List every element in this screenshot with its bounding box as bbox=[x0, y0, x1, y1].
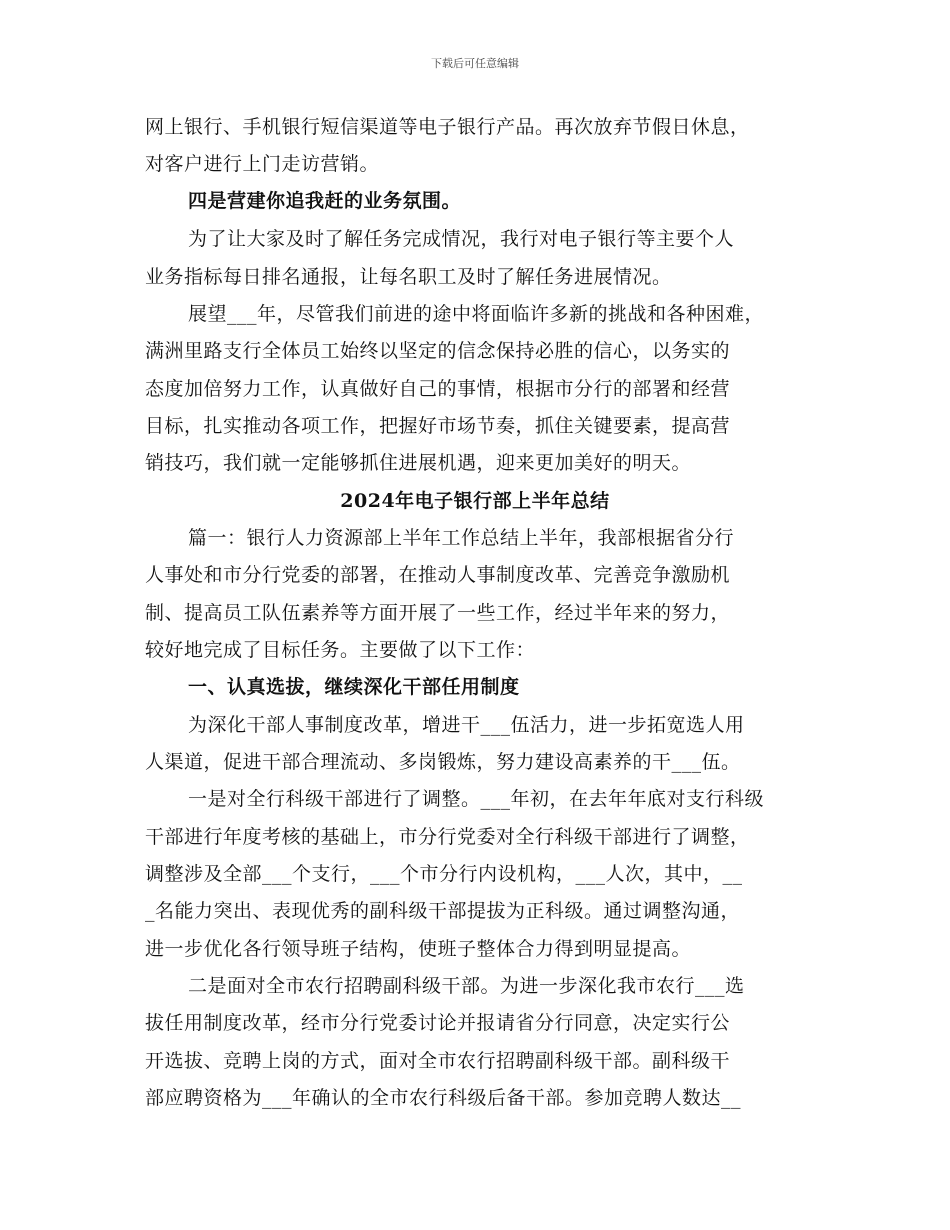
paragraph-line: 目标，扎实推动各项工作，把握好市场节奏，抓住关键要素，提高营 bbox=[145, 415, 731, 437]
document-title: 2024年电子银行部上半年总结 bbox=[340, 490, 610, 512]
paragraph-line: 制、提高员工队伍素养等方面开展了一些工作，经过半年来的努力， bbox=[145, 602, 731, 624]
paragraph-line: 干部进行年度考核的基础上，市分行党委对全行科级干部进行了调整， bbox=[145, 826, 750, 848]
paragraph-line: 篇一：银行人力资源部上半年工作总结上半年，我部根据省分行 bbox=[188, 527, 735, 549]
section-heading: 四是营建你追我赶的业务氛围。 bbox=[188, 190, 462, 212]
paragraph-line: 展望___年，尽管我们前进的途中将面临许多新的挑战和各种困难， bbox=[188, 303, 765, 325]
paragraph-line: 部应聘资格为___年确认的全市农行科级后备干部。参加竞聘人数达__ bbox=[145, 1087, 742, 1109]
paragraph-line: 开选拔、竞聘上岗的方式，面对全市农行招聘副科级干部。副科级干 bbox=[145, 1050, 731, 1072]
paragraph-line: 为了让大家及时了解任务完成情况，我行对电子银行等主要个人 bbox=[188, 228, 735, 250]
paragraph-line: 较好地完成了目标任务。主要做了以下工作： bbox=[145, 639, 536, 661]
paragraph-line: 网上银行、手机银行短信渠道等电子银行产品。再次放弃节假日休息， bbox=[145, 116, 750, 138]
paragraph-line: 一是对全行科级干部进行了调整。___年初，在去年年底对支行科级 bbox=[188, 788, 765, 810]
paragraph-line: 人事处和市分行党委的部署，在推动人事制度改革、完善竞争激励机 bbox=[145, 564, 731, 586]
paragraph-line: 二是面对全市农行招聘副科级干部。为进一步深化我市农行___选 bbox=[188, 975, 745, 997]
section-heading: 一、认真选拔，继续深化干部任用制度 bbox=[188, 676, 520, 698]
paragraph-line: 调整涉及全部___个支行，___个市分行内设机构，___人次，其中，__ bbox=[145, 863, 743, 885]
paragraph-line: 对客户进行上门走访营销。 bbox=[145, 153, 380, 175]
paragraph-line: 态度加倍努力工作，认真做好自己的事情，根据市分行的部署和经营 bbox=[145, 378, 731, 400]
paragraph-line: 满洲里路支行全体员工始终以坚定的信念保持必胜的信心，以务实的 bbox=[145, 340, 731, 362]
paragraph-line: 业务指标每日排名通报，让每名职工及时了解任务进展情况。 bbox=[145, 266, 672, 288]
paragraph-line: _名能力突出、表现优秀的副科级干部提拔为正科级。通过调整沟通， bbox=[145, 900, 741, 922]
page-header: 下载后可任意编辑 bbox=[431, 57, 519, 70]
paragraph-line: 人渠道，促进干部合理流动、多岗锻炼，努力建设高素养的干___伍。 bbox=[145, 751, 741, 773]
paragraph-line: 销技巧，我们就一定能够抓住进展机遇，迎来更加美好的明天。 bbox=[145, 452, 692, 474]
paragraph-line: 拔任用制度改革，经市分行党委讨论并报请省分行同意，决定实行公 bbox=[145, 1012, 731, 1034]
paragraph-line: 进一步优化各行领导班子结构，使班子整体合力得到明显提高。 bbox=[145, 938, 692, 960]
paragraph-line: 为深化干部人事制度改革，增进干___伍活力，进一步拓宽选人用 bbox=[188, 714, 745, 736]
